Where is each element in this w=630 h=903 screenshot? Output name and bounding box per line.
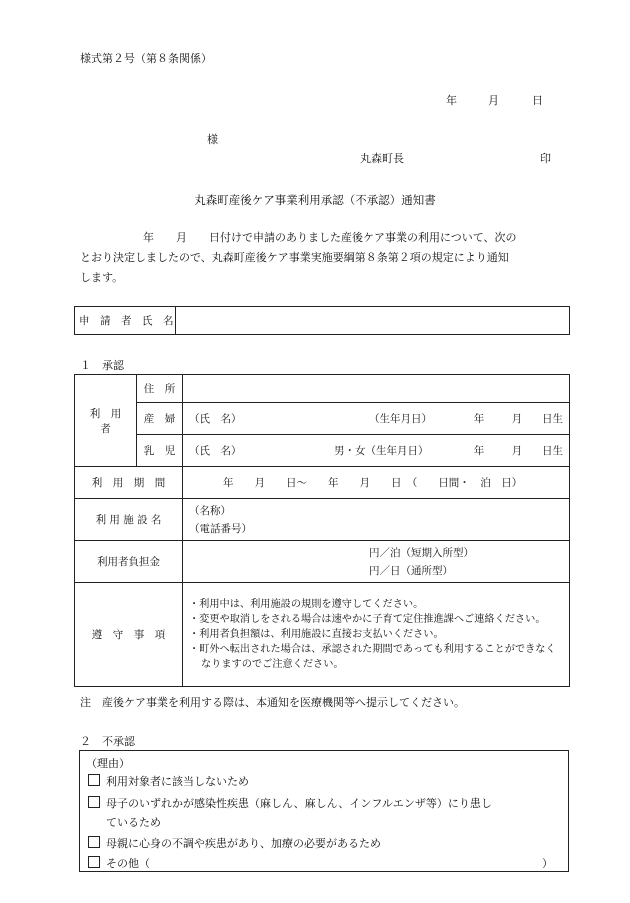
date-day: 日 <box>532 94 543 107</box>
intro-line-1: 年 月 日付けで申請のありました産後ケア事業の利用について、次の <box>143 231 517 244</box>
checkbox-icon[interactable] <box>88 796 100 808</box>
infant-dob-month: 月 <box>511 445 523 457</box>
addressee-honorific: 様 <box>207 133 218 146</box>
rule-item: ・利用者負担額は、利用施設に直接お支払いください。 <box>189 629 444 640</box>
rule-item: ・利用中は、利用施設の規則を遵守してください。 <box>189 599 424 610</box>
issuer-title: 丸森町長 <box>360 152 404 165</box>
checkbox-icon[interactable] <box>88 774 100 786</box>
rules-cell <box>183 583 570 687</box>
rules-label: 遵 守 事 項 <box>75 583 183 687</box>
checkbox-icon[interactable] <box>88 836 100 848</box>
rules-list <box>189 597 563 672</box>
period-label: 利 用 期 間 <box>75 467 183 499</box>
reason-text-2-continued: ているため <box>106 816 161 829</box>
mother-label: 産 婦 <box>137 403 183 435</box>
mother-dob-month: 月 <box>511 413 523 425</box>
user-label: 利 用 者 <box>75 375 137 467</box>
intro-line-2: とおり決定しましたので、丸森町産後ケア事業実施要綱第８条第２項の規定により通知 <box>80 251 509 264</box>
reason-option-1[interactable] <box>88 773 249 789</box>
reason-text-2: 母子のいずれかが感染性疾患（麻しん、麻しん、インフルエンザ等）にり患し <box>106 797 492 810</box>
infant-info-field[interactable] <box>183 435 570 467</box>
applicant-name-field[interactable] <box>176 307 570 335</box>
other-close-paren: ） <box>542 857 553 870</box>
reason-text-3: 母親に心身の不調や疾患があり、加療の必要があるため <box>106 837 381 850</box>
date-month: 月 <box>488 94 499 107</box>
infant-label: 乳 児 <box>137 435 183 467</box>
mother-dob-year: 年 <box>473 413 485 425</box>
infant-name-label: （氏 名） <box>189 445 242 457</box>
facility-field[interactable] <box>183 499 570 541</box>
approval-table <box>74 374 570 687</box>
applicant-table <box>74 306 570 335</box>
fee-field[interactable] <box>183 541 570 583</box>
issuer-seal: 印 <box>540 152 551 165</box>
address-field[interactable] <box>183 375 570 403</box>
facility-name-label: （名称） <box>189 504 231 517</box>
section1-heading: １ 承認 <box>80 359 124 372</box>
period-field[interactable]: 年 月 日〜 年 月 日 （ 日間・ 泊 日） <box>183 467 570 499</box>
rejection-box <box>79 750 569 872</box>
reason-option-3[interactable] <box>88 835 381 851</box>
reason-text-4: その他（ <box>106 857 150 870</box>
mother-name-label: （氏 名） <box>189 413 242 425</box>
infant-dob-year: 年 <box>473 445 485 457</box>
infant-dob-label: 男・女（生年月日） <box>334 445 429 457</box>
facility-label: 利 用 施 設 名 <box>75 499 183 541</box>
reason-option-4[interactable] <box>88 855 150 871</box>
address-label: 住 所 <box>137 375 183 403</box>
form-number: 様式第２号（第８条関係） <box>80 52 212 65</box>
infant-dob-day: 日生 <box>542 445 563 457</box>
facility-phone-label: （電話番号） <box>189 522 252 535</box>
applicant-label: 申 請 者 氏 名 <box>75 307 176 335</box>
section2-heading: ２ 不承認 <box>80 735 135 748</box>
mother-dob-label: （生年月日） <box>369 413 432 425</box>
rule-item: ・変更や取消しをされる場合は速やかに子育て定住推進課へご連絡ください。 <box>189 614 546 625</box>
rule-item: ・町外へ転出された場合は、承認された期間であっても利用することができなくなりますのでご注意ください。 <box>189 644 556 670</box>
reason-text-1: 利用対象者に該当しないため <box>106 775 249 788</box>
intro-line-3: します。 <box>80 271 124 284</box>
fee-day-label: 円／日（通所型） <box>369 564 453 577</box>
reason-label: （理由） <box>86 757 130 770</box>
fee-label: 利用者負担金 <box>75 541 183 583</box>
document-title: 丸森町産後ケア事業利用承認（不承認）通知書 <box>194 193 436 207</box>
reason-option-2[interactable] <box>88 795 492 811</box>
usage-note: 注 産後ケア事業を利用する際は、本通知を医療機関等へ提示してください。 <box>80 696 465 709</box>
date-year: 年 <box>446 94 457 107</box>
mother-info-field[interactable] <box>183 403 570 435</box>
fee-stay-label: 円／泊（短期入所型） <box>369 546 474 559</box>
checkbox-icon[interactable] <box>88 856 100 868</box>
mother-dob-day: 日生 <box>542 413 563 425</box>
